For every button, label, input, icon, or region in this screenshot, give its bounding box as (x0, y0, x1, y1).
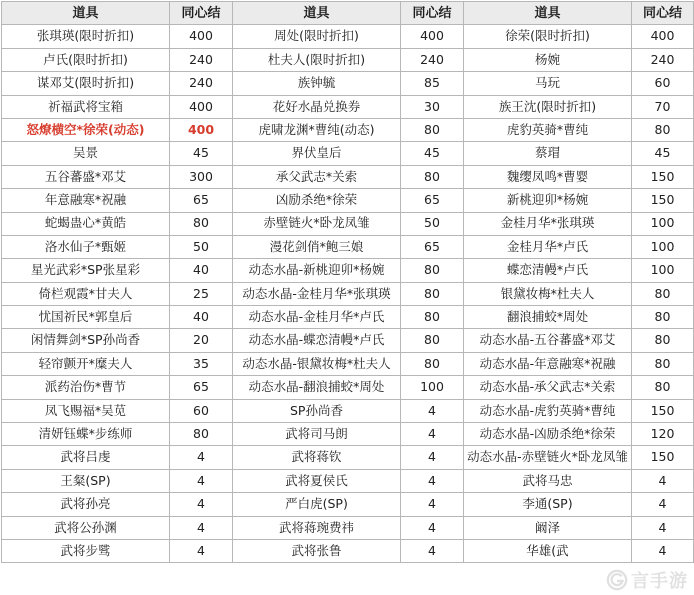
tongxinjie-value-cell: 4 (170, 516, 233, 539)
item-name-cell: 李通(SP) (464, 493, 632, 516)
item-name-cell: 蛇蝎蛊心*黄皓 (2, 212, 170, 235)
tongxinjie-value-cell: 45 (401, 142, 464, 165)
table-row (2, 25, 694, 48)
tongxinjie-value-cell: 65 (170, 376, 233, 399)
tongxinjie-value-cell: 80 (170, 423, 233, 446)
tongxinjie-value-cell: 4 (401, 399, 464, 422)
table-row (2, 306, 694, 329)
item-name-cell: 武将张鲁 (233, 539, 401, 562)
item-name-cell: 洛水仙子*甄姬 (2, 235, 170, 258)
tongxinjie-value-cell: 30 (401, 95, 464, 118)
tongxinjie-value-cell: 80 (401, 259, 464, 282)
tongxinjie-value-cell: 80 (632, 329, 694, 352)
tongxinjie-value-cell: 35 (170, 352, 233, 375)
item-name-cell: 武将司马朗 (233, 423, 401, 446)
tongxinjie-value-cell: 4 (170, 539, 233, 562)
tongxinjie-value-cell: 45 (170, 142, 233, 165)
item-name-cell: 界伏皇后 (233, 142, 401, 165)
item-name-cell: 动态水晶-承父武志*关索 (464, 376, 632, 399)
item-name-cell: 卢氏(限时折扣) (2, 48, 170, 71)
tongxinjie-value-cell: 120 (632, 423, 694, 446)
item-name-cell: 赤壁链火*卧龙凤雏 (233, 212, 401, 235)
item-name-cell: 动态水晶-赤壁链火*卧龙凤雏 (464, 446, 632, 469)
tongxinjie-value-cell: 400 (170, 95, 233, 118)
item-name-cell: 清妍钰蝶*步练师 (2, 423, 170, 446)
item-name-cell: 翻浪捕蛟*周处 (464, 306, 632, 329)
tongxinjie-value-cell: 150 (632, 189, 694, 212)
table-row (2, 48, 694, 71)
item-name-cell: 凶励杀绝*徐荣 (233, 189, 401, 212)
tongxinjie-value-cell: 80 (632, 306, 694, 329)
tongxinjie-value-cell: 300 (170, 165, 233, 188)
header-item-3: 道具 (464, 2, 632, 25)
item-name-cell: 金桂月华*卢氏 (464, 235, 632, 258)
tongxinjie-value-cell: 50 (401, 212, 464, 235)
item-name-cell: 星光武彩*SP张星彩 (2, 259, 170, 282)
tongxinjie-value-cell: 40 (170, 259, 233, 282)
item-name-cell: 动态水晶-五谷蕃盛*邓艾 (464, 329, 632, 352)
header-tongxinjie-3: 同心结 (632, 2, 694, 25)
item-name-cell: 武将步骘 (2, 539, 170, 562)
item-name-cell: 武将马忠 (464, 469, 632, 492)
item-name-cell: 族钟毓 (233, 72, 401, 95)
tongxinjie-value-cell: 4 (401, 446, 464, 469)
item-name-cell: 银黛妆梅*杜夫人 (464, 282, 632, 305)
item-name-cell: 严白虎(SP) (233, 493, 401, 516)
watermark (606, 567, 688, 593)
item-name-cell: 武将夏侯氏 (233, 469, 401, 492)
table-row (2, 493, 694, 516)
table-row (2, 212, 694, 235)
tongxinjie-value-cell: 50 (170, 235, 233, 258)
header-tongxinjie-1: 同心结 (170, 2, 233, 25)
item-name-cell: 五谷蕃盛*邓艾 (2, 165, 170, 188)
g-logo-icon (606, 569, 628, 591)
item-name-cell: 新桃迎卯*杨婉 (464, 189, 632, 212)
item-name-cell: 阚泽 (464, 516, 632, 539)
item-name-cell: 动态水晶-新桃迎卯*杨婉 (233, 259, 401, 282)
tongxinjie-value-cell: 65 (401, 235, 464, 258)
item-name-cell: 虎啸龙渊*曹纯(动态) (233, 118, 401, 141)
item-name-cell: 蝶恋清幔*卢氏 (464, 259, 632, 282)
table-body (2, 25, 694, 563)
table-row (2, 539, 694, 562)
item-name-cell: 吴景 (2, 142, 170, 165)
item-name-cell: 祈福武将宝箱 (2, 95, 170, 118)
item-name-cell: 魏缨凤鸣*曹婴 (464, 165, 632, 188)
item-name-cell: 王粲(SP) (2, 469, 170, 492)
item-name-cell: SP孙尚香 (233, 399, 401, 422)
tongxinjie-value-cell: 80 (170, 212, 233, 235)
item-name-cell: 武将公孙渊 (2, 516, 170, 539)
price-table (1, 1, 694, 563)
item-name-cell: 动态水晶-年意融寒*祝融 (464, 352, 632, 375)
table-row (2, 399, 694, 422)
tongxinjie-value-cell: 70 (632, 95, 694, 118)
item-name-cell: 闲情舞剑*SP孙尚香 (2, 329, 170, 352)
tongxinjie-value-cell: 400 (401, 25, 464, 48)
tongxinjie-value-cell: 4 (401, 493, 464, 516)
tongxinjie-value-cell: 400 (632, 25, 694, 48)
table-row (2, 329, 694, 352)
item-name-cell: 杜夫人(限时折扣) (233, 48, 401, 71)
tongxinjie-value-cell: 150 (632, 165, 694, 188)
tongxinjie-value-cell: 4 (632, 539, 694, 562)
item-name-cell: 徐荣(限时折扣) (464, 25, 632, 48)
item-name-cell: 派药治伤*曹节 (2, 376, 170, 399)
item-name-cell: 凤飞赐福*吴苋 (2, 399, 170, 422)
tongxinjie-value-cell: 4 (401, 516, 464, 539)
item-name-cell: 张琪瑛(限时折扣) (2, 25, 170, 48)
tongxinjie-value-cell: 100 (401, 376, 464, 399)
header-item-2: 道具 (233, 2, 401, 25)
table-row (2, 352, 694, 375)
header-item-1: 道具 (2, 2, 170, 25)
table-row (2, 189, 694, 212)
tongxinjie-value-cell: 45 (632, 142, 694, 165)
item-name-cell: 华雄(武 (464, 539, 632, 562)
tongxinjie-value-cell: 80 (632, 352, 694, 375)
tongxinjie-value-cell: 400 (170, 118, 233, 141)
item-name-cell: 武将蒋钦 (233, 446, 401, 469)
tongxinjie-value-cell: 80 (401, 165, 464, 188)
tongxinjie-value-cell: 100 (632, 235, 694, 258)
tongxinjie-value-cell: 400 (170, 25, 233, 48)
item-name-cell: 动态水晶-虎豹英骑*曹纯 (464, 399, 632, 422)
item-name-cell: 武将蒋琬费祎 (233, 516, 401, 539)
tongxinjie-value-cell: 100 (632, 212, 694, 235)
tongxinjie-value-cell: 40 (170, 306, 233, 329)
table-row (2, 376, 694, 399)
item-name-cell: 漫花剑俏*鲍三娘 (233, 235, 401, 258)
item-name-cell: 族王沈(限时折扣) (464, 95, 632, 118)
item-name-cell: 杨婉 (464, 48, 632, 71)
table-row (2, 423, 694, 446)
table-row (2, 282, 694, 305)
watermark-text: 言手游 (631, 571, 688, 592)
tongxinjie-value-cell: 80 (401, 306, 464, 329)
table-row (2, 142, 694, 165)
tongxinjie-value-cell: 4 (401, 539, 464, 562)
tongxinjie-value-cell: 4 (170, 469, 233, 492)
tongxinjie-value-cell: 4 (632, 469, 694, 492)
item-name-cell: 动态水晶-金桂月华*张琪瑛 (233, 282, 401, 305)
header-row (2, 2, 694, 25)
item-name-cell: 动态水晶-凶励杀绝*徐荣 (464, 423, 632, 446)
table-row (2, 95, 694, 118)
item-name-cell: 蔡瑁 (464, 142, 632, 165)
tongxinjie-value-cell: 4 (170, 493, 233, 516)
tongxinjie-value-cell: 65 (170, 189, 233, 212)
item-name-cell: 虎豹英骑*曹纯 (464, 118, 632, 141)
table-row (2, 72, 694, 95)
item-name-cell: 倚栏观霞*甘夫人 (2, 282, 170, 305)
table-row (2, 165, 694, 188)
table-row (2, 516, 694, 539)
tongxinjie-value-cell: 80 (401, 282, 464, 305)
item-name-cell: 花好水晶兑换券 (233, 95, 401, 118)
tongxinjie-value-cell: 80 (632, 118, 694, 141)
tongxinjie-value-cell: 4 (401, 469, 464, 492)
item-name-cell: 动态水晶-金桂月华*卢氏 (233, 306, 401, 329)
item-name-cell: 怒燎横空*徐荣(动态) (2, 118, 170, 141)
table-row (2, 235, 694, 258)
tongxinjie-value-cell: 85 (401, 72, 464, 95)
tongxinjie-value-cell: 150 (632, 399, 694, 422)
item-name-cell: 年意融寒*祝融 (2, 189, 170, 212)
item-name-cell: 忧国祈民*郭皇后 (2, 306, 170, 329)
item-name-cell: 周处(限时折扣) (233, 25, 401, 48)
item-name-cell: 动态水晶-翻浪捕蛟*周处 (233, 376, 401, 399)
tongxinjie-value-cell: 150 (632, 446, 694, 469)
tongxinjie-value-cell: 4 (401, 423, 464, 446)
tongxinjie-value-cell: 240 (170, 72, 233, 95)
tongxinjie-value-cell: 80 (632, 376, 694, 399)
item-name-cell: 轻帘颤开*糜夫人 (2, 352, 170, 375)
tongxinjie-value-cell: 80 (401, 118, 464, 141)
table-row (2, 469, 694, 492)
tongxinjie-value-cell: 4 (632, 493, 694, 516)
tongxinjie-value-cell: 80 (401, 352, 464, 375)
item-name-cell: 武将吕虔 (2, 446, 170, 469)
tongxinjie-value-cell: 240 (170, 48, 233, 71)
item-name-cell: 武将孙亮 (2, 493, 170, 516)
tongxinjie-value-cell: 4 (632, 516, 694, 539)
item-name-cell: 动态水晶-蝶恋清幔*卢氏 (233, 329, 401, 352)
tongxinjie-value-cell: 60 (170, 399, 233, 422)
item-name-cell: 金桂月华*张琪瑛 (464, 212, 632, 235)
tongxinjie-value-cell: 60 (632, 72, 694, 95)
tongxinjie-value-cell: 240 (632, 48, 694, 71)
tongxinjie-value-cell: 80 (632, 282, 694, 305)
tongxinjie-value-cell: 20 (170, 329, 233, 352)
table-row (2, 446, 694, 469)
tongxinjie-value-cell: 80 (401, 329, 464, 352)
tongxinjie-value-cell: 65 (401, 189, 464, 212)
table-row (2, 118, 694, 141)
header-tongxinjie-2: 同心结 (401, 2, 464, 25)
item-name-cell: 承父武志*关索 (233, 165, 401, 188)
tongxinjie-value-cell: 25 (170, 282, 233, 305)
tongxinjie-value-cell: 4 (170, 446, 233, 469)
tongxinjie-value-cell: 100 (632, 259, 694, 282)
item-name-cell: 动态水晶-银黛妆梅*杜夫人 (233, 352, 401, 375)
item-name-cell: 谋邓艾(限时折扣) (2, 72, 170, 95)
item-name-cell: 马玩 (464, 72, 632, 95)
tongxinjie-value-cell: 240 (401, 48, 464, 71)
table-row (2, 259, 694, 282)
